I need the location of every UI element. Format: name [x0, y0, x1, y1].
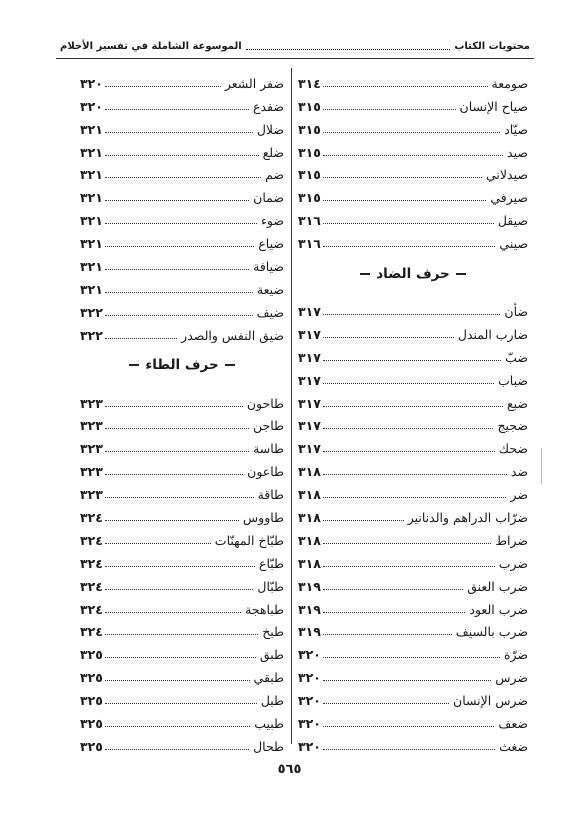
leader-dots — [105, 566, 255, 567]
entry-term: طبّاع — [259, 555, 284, 571]
entry-term: ضبع — [506, 395, 528, 411]
right-entries-bottom — [298, 296, 528, 754]
entry-term: صيني — [499, 236, 528, 252]
leader-dots — [323, 246, 496, 247]
index-entry — [80, 639, 284, 662]
entry-page-number: ٣١٧ — [298, 372, 321, 388]
entry-term: طبل — [260, 693, 284, 709]
leader-dots — [105, 200, 249, 201]
entry-term: طاعون — [247, 464, 284, 480]
entry-term: ضيق النفس والصدر — [181, 327, 284, 343]
entry-term: ضعف — [498, 716, 528, 732]
index-entry — [298, 456, 528, 479]
header-rule — [56, 58, 534, 59]
index-entry — [298, 525, 528, 548]
entry-page-number: ٣٢٤ — [80, 578, 103, 594]
leader-dots — [105, 223, 257, 224]
entry-page-number: ٣٢٣ — [80, 395, 103, 411]
entry-page-number: ٣٢٣ — [80, 464, 103, 480]
entry-term: صياح الإنسان — [459, 98, 528, 114]
leader-dots — [323, 406, 503, 407]
leader-dots — [323, 589, 463, 590]
entry-term: ضم — [265, 167, 284, 183]
index-entry — [298, 594, 528, 617]
leader-dots — [323, 383, 494, 384]
entry-term: ضلع — [262, 144, 284, 160]
leader-dots — [105, 155, 259, 156]
entry-term: ضارب المندل — [457, 326, 528, 342]
entry-page-number: ٣١٧ — [298, 349, 321, 365]
entry-term: ضوء — [261, 213, 284, 229]
heading-dash — [360, 273, 370, 275]
index-entry — [298, 571, 528, 594]
index-entry — [80, 411, 284, 434]
entry-term: ضرب العنق — [467, 578, 528, 594]
entry-term: ضرّة — [503, 647, 528, 663]
entry-term: طاووس — [242, 510, 284, 526]
index-entry — [80, 68, 284, 91]
index-entry — [298, 388, 528, 411]
leader-dots — [323, 474, 507, 475]
index-entry — [298, 685, 528, 708]
index-entry — [298, 160, 528, 183]
leader-dots — [105, 474, 243, 475]
entry-page-number: ٣١٧ — [298, 326, 321, 342]
entry-term: طاقة — [257, 487, 284, 503]
heading-dash — [225, 364, 235, 366]
index-entry — [298, 365, 528, 388]
leader-dots — [105, 634, 258, 635]
index-entry — [80, 297, 284, 320]
leader-dots — [323, 428, 494, 429]
index-entry — [298, 662, 528, 685]
leader-dots — [323, 177, 482, 178]
index-entry — [298, 296, 528, 319]
index-entry — [80, 388, 284, 411]
entry-page-number: ٣١٩ — [298, 578, 321, 594]
leader-dots — [105, 269, 249, 270]
entry-page-number: ٣٢٢ — [80, 327, 103, 343]
index-entry — [80, 91, 284, 114]
entry-page-number: ٣١٥ — [298, 144, 321, 160]
entry-term: ضرب العود — [469, 601, 528, 617]
index-entry — [298, 731, 528, 754]
leader-dots — [323, 497, 507, 498]
leader-dots — [105, 612, 241, 613]
leader-dots — [105, 246, 254, 247]
index-entry — [298, 319, 528, 342]
entry-page-number: ٣١٨ — [298, 510, 321, 526]
index-entry — [298, 639, 528, 662]
index-entry — [80, 662, 284, 685]
index-entry — [80, 708, 284, 731]
entry-page-number: ٣٢٢ — [80, 304, 103, 320]
entry-page-number: ٣١٨ — [298, 487, 321, 503]
index-entry — [80, 594, 284, 617]
leader-dots — [105, 749, 249, 750]
index-entry — [80, 731, 284, 754]
leader-dots — [105, 292, 253, 293]
index-entry — [298, 182, 528, 205]
entry-page-number: ٣١٦ — [298, 236, 321, 252]
entry-page-number: ٣٢١ — [80, 190, 103, 206]
leader-dots — [323, 520, 404, 521]
index-entry — [298, 228, 528, 251]
index-entry — [298, 548, 528, 571]
leader-dots — [323, 223, 494, 224]
index-entry — [80, 160, 284, 183]
leader-dots — [105, 703, 257, 704]
entry-term: ضمان — [253, 190, 284, 206]
entry-page-number: ٣١٥ — [298, 98, 321, 114]
entry-term: طبّال — [257, 578, 284, 594]
header-leader-dots — [246, 49, 451, 50]
leader-dots — [323, 543, 492, 544]
entry-page-number: ٣٢٥ — [80, 738, 103, 754]
entry-term: طاسة — [253, 441, 284, 457]
index-entry — [298, 205, 528, 228]
entry-page-number: ٣١٨ — [298, 464, 321, 480]
entry-page-number: ٣٢١ — [80, 144, 103, 160]
header-book-title: الموسوعة الشاملة في تفسير الأحلام — [60, 40, 242, 52]
entry-page-number: ٣٢٥ — [80, 647, 103, 663]
leader-dots — [323, 680, 491, 681]
index-entry — [80, 114, 284, 137]
index-entry — [298, 617, 528, 640]
heading-dash — [456, 273, 466, 275]
leader-dots — [323, 314, 501, 315]
entry-term: ضر — [510, 487, 528, 503]
entry-term: طبخ — [262, 624, 284, 640]
left-column — [80, 68, 284, 754]
entry-page-number: ٣١٥ — [298, 121, 321, 137]
entry-page-number: ٣٢٣ — [80, 487, 103, 503]
entry-page-number: ٣١٤ — [298, 75, 321, 91]
entry-term: طاحون — [246, 395, 284, 411]
leader-dots — [105, 177, 261, 178]
entry-page-number: ٣١٨ — [298, 532, 321, 548]
entry-term: صيّاد — [504, 121, 528, 137]
leader-dots — [105, 657, 256, 658]
entry-page-number: ٣١٧ — [298, 441, 321, 457]
entry-page-number: ٣١٩ — [298, 601, 321, 617]
entry-page-number: ٣٢٠ — [80, 98, 103, 114]
index-entry — [80, 502, 284, 525]
leader-dots — [323, 634, 452, 635]
entry-term: طبق — [259, 647, 284, 663]
entry-page-number: ٣٢١ — [80, 213, 103, 229]
index-entry — [298, 114, 528, 137]
leader-dots — [323, 451, 495, 452]
entry-term: ضرس — [495, 670, 528, 686]
entry-page-number: ٣٢٤ — [80, 601, 103, 617]
entry-page-number: ٣٢٥ — [80, 670, 103, 686]
page-number: ٥٦٥ — [277, 762, 302, 777]
leader-dots — [323, 200, 486, 201]
entry-term: ضرب — [498, 555, 528, 571]
index-entry — [80, 433, 284, 456]
leader-dots — [323, 726, 495, 727]
entry-page-number: ٣٢٤ — [80, 532, 103, 548]
entry-page-number: ٣١٥ — [298, 167, 321, 183]
entry-term: طبّاخ المهنّات — [214, 532, 284, 548]
section-heading-label: حرف الطاء — [145, 357, 219, 374]
entry-page-number: ٣٢١ — [80, 121, 103, 137]
leader-dots — [323, 337, 454, 338]
column-divider — [291, 68, 292, 744]
entry-term: ضراط — [495, 532, 528, 548]
index-entry — [298, 411, 528, 434]
entry-page-number: ٣٢٠ — [298, 693, 321, 709]
index-entry — [80, 548, 284, 571]
leader-dots — [323, 109, 456, 110]
entry-page-number: ٣٢٥ — [80, 716, 103, 732]
index-entry — [298, 433, 528, 456]
entry-term: ضيف — [256, 304, 284, 320]
entry-page-number: ٣٢٥ — [80, 693, 103, 709]
entry-page-number: ٣١٩ — [298, 624, 321, 640]
entry-page-number: ٣١٧ — [298, 418, 321, 434]
index-entry — [80, 320, 284, 343]
leader-dots — [105, 520, 239, 521]
entry-term: ضغث — [499, 738, 528, 754]
left-entries-bottom — [80, 388, 284, 754]
index-entry — [80, 571, 284, 594]
leader-dots — [105, 86, 221, 87]
entry-page-number: ٣٢١ — [80, 236, 103, 252]
index-entry — [80, 182, 284, 205]
entry-page-number: ٣٢٤ — [80, 624, 103, 640]
entry-term: صيدلاني — [486, 167, 528, 183]
right-column — [298, 68, 528, 754]
index-entry — [298, 68, 528, 91]
leader-dots — [105, 315, 253, 316]
entry-term: ضبّ — [505, 349, 528, 365]
scan-artifact-line — [541, 448, 542, 484]
entry-term: ضباب — [498, 372, 528, 388]
leader-dots — [323, 360, 501, 361]
index-entry — [80, 251, 284, 274]
left-entries-top — [80, 68, 284, 343]
entry-page-number: ٣٢٠ — [298, 647, 321, 663]
entry-term: صيد — [507, 144, 528, 160]
entry-term: ضلال — [256, 121, 284, 137]
leader-dots — [323, 703, 449, 704]
entry-term: ضحك — [498, 441, 528, 457]
index-entry — [80, 617, 284, 640]
index-entry — [298, 342, 528, 365]
entry-term: ضفدع — [253, 98, 284, 114]
leader-dots — [105, 109, 249, 110]
entry-term: طاجن — [253, 418, 284, 434]
entry-page-number: ٣٢٣ — [80, 418, 103, 434]
entry-page-number: ٣١٧ — [298, 304, 321, 320]
entry-page-number: ٣٢٠ — [80, 75, 103, 91]
entry-page-number: ٣١٨ — [298, 555, 321, 571]
entry-page-number: ٣٢٠ — [298, 670, 321, 686]
section-heading-dad — [298, 251, 528, 296]
leader-dots — [323, 657, 500, 658]
entry-term: ضد — [510, 464, 528, 480]
entry-term: ضفر الشعر — [224, 75, 284, 91]
entry-term: ضرس الإنسان — [453, 693, 528, 709]
right-entries-top — [298, 68, 528, 251]
entry-term: ضياع — [258, 236, 284, 252]
index-entry — [298, 137, 528, 160]
entry-page-number: ٣١٥ — [298, 190, 321, 206]
leader-dots — [323, 132, 500, 133]
index-entry — [80, 274, 284, 297]
section-heading-taa — [80, 343, 284, 388]
entry-term: ضرّاب الدراهم والدنانير — [407, 510, 528, 526]
index-entry — [298, 91, 528, 114]
entry-term: ضرب بالسيف — [455, 624, 528, 640]
leader-dots — [105, 726, 250, 727]
leader-dots — [105, 132, 253, 133]
leader-dots — [105, 589, 253, 590]
entry-page-number: ٣١٧ — [298, 395, 321, 411]
entry-page-number: ٣٢١ — [80, 281, 103, 297]
leader-dots — [105, 406, 243, 407]
entry-page-number: ٣١٦ — [298, 213, 321, 229]
leader-dots — [105, 338, 177, 339]
entry-term: ضيعة — [256, 281, 284, 297]
entry-page-number: ٣٢٠ — [298, 738, 321, 754]
leader-dots — [105, 543, 211, 544]
entry-term: طباهجة — [245, 601, 284, 617]
leader-dots — [323, 155, 503, 156]
entry-page-number: ٣٢٤ — [80, 510, 103, 526]
entry-term: صيقل — [497, 213, 528, 229]
entry-term: صومعة — [491, 75, 528, 91]
index-entry — [80, 205, 284, 228]
leader-dots — [105, 497, 254, 498]
index-entry — [298, 479, 528, 502]
entry-term: ضيافة — [253, 259, 284, 275]
index-entry — [80, 525, 284, 548]
index-entry — [80, 479, 284, 502]
index-entry — [80, 685, 284, 708]
leader-dots — [323, 86, 488, 87]
section-heading-label: حرف الضاد — [376, 265, 450, 282]
entry-term: طبيب — [254, 716, 284, 732]
running-header — [60, 36, 530, 56]
entry-term: صيرفي — [490, 190, 528, 206]
heading-dash — [129, 364, 139, 366]
leader-dots — [323, 566, 495, 567]
index-entry — [80, 137, 284, 160]
entry-page-number: ٣٢١ — [80, 167, 103, 183]
leader-dots — [105, 451, 249, 452]
entry-page-number: ٣٢٤ — [80, 555, 103, 571]
entry-term: طحال — [253, 738, 284, 754]
entry-page-number: ٣٢٣ — [80, 441, 103, 457]
index-entry — [298, 708, 528, 731]
leader-dots — [323, 749, 495, 750]
index-entry — [298, 502, 528, 525]
leader-dots — [105, 680, 250, 681]
entry-term: طبقي — [253, 670, 284, 686]
header-section-title: محتويات الكتاب — [454, 40, 530, 52]
entry-term: ضأن — [504, 304, 528, 320]
leader-dots — [323, 612, 466, 613]
index-entry — [80, 456, 284, 479]
leader-dots — [105, 428, 249, 429]
index-entry — [80, 228, 284, 251]
entry-term: ضجيج — [497, 418, 528, 434]
entry-page-number: ٣٢١ — [80, 259, 103, 275]
entry-page-number: ٣٢٠ — [298, 716, 321, 732]
